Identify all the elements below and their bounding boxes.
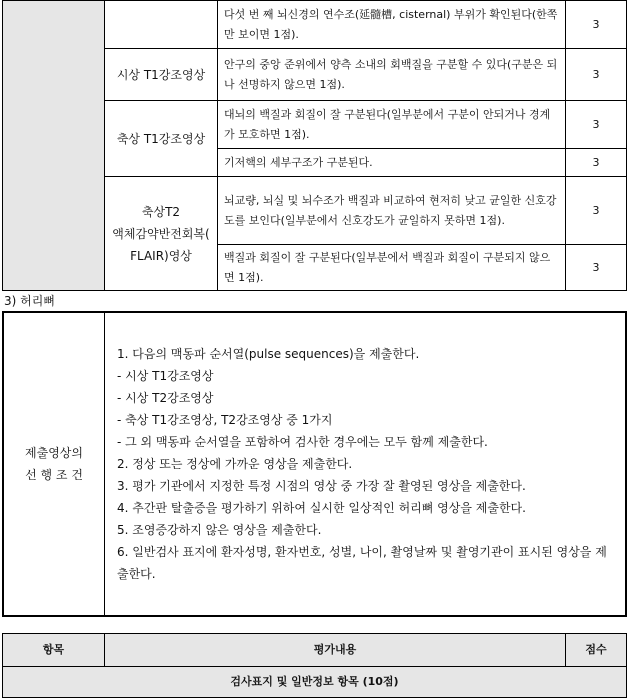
header-score: 점수 <box>566 634 627 667</box>
conditions-label <box>3 312 105 616</box>
criterion-cell: 뇌교량, 뇌실 및 뇌수조가 백질과 비교하여 현저히 낮고 균일한 신호강도를 보인다(일부분에서 신호강도가 균일하지 못하면 1점). <box>218 177 566 245</box>
score-cell: 3 <box>566 101 627 149</box>
condition-line: 6. 일반검사 표지에 환자성명, 환자번호, 성별, 나이, 촬영날짜 및 촬영기관이 표시된 영상을 제출한다. <box>117 545 607 581</box>
criterion-cell: 백질과 회질이 잘 구분된다(일부분에서 백질과 회질이 구분되지 않으면 1점). <box>218 245 566 291</box>
header-item: 항목 <box>3 634 105 667</box>
conditions-label-line1: 제출영상의 <box>25 446 83 460</box>
condition-line: - 시상 T2강조영상 <box>117 391 214 405</box>
criterion-cell: 기저핵의 세부구조가 구분된다. <box>218 149 566 177</box>
condition-line: - 시상 T1강조영상 <box>117 369 214 383</box>
category-cell: 축상T2 액체감약반전회복( FLAIR)영상 <box>105 177 218 291</box>
score-cell: 3 <box>566 1 627 49</box>
section-subheader: 검사표지 및 일반정보 항목 (10점) <box>3 667 627 698</box>
score-cell: 3 <box>566 177 627 245</box>
criterion-cell: 다섯 번 째 뇌신경의 연수조(延髓槽, cisternal) 부위가 확인된다(한쪽만 보이면 1점). <box>218 1 566 49</box>
submission-conditions-table <box>2 311 627 617</box>
section-heading: 3) 허리뼈 <box>4 294 55 308</box>
criterion-cell: 안구의 중앙 준위에서 양측 소내의 회백질을 구분할 수 있다(구분은 되나 선명하지 않으면 1점). <box>218 49 566 101</box>
category-cell: 시상 T1강조영상 <box>105 49 218 101</box>
score-cell: 3 <box>566 149 627 177</box>
conditions-label-line2: 선 행 조 건 <box>25 468 83 482</box>
header-content: 평가내용 <box>105 634 566 667</box>
evaluation-table <box>2 633 627 698</box>
condition-line: 3. 평가 기관에서 지정한 특정 시점의 영상 중 가장 잘 촬영된 영상을 제출한다. <box>117 479 526 493</box>
condition-line: - 그 외 맥동파 순서열을 포함하여 검사한 경우에는 모두 함께 제출한다. <box>117 435 488 449</box>
score-cell: 3 <box>566 245 627 291</box>
criterion-cell: 대뇌의 백질과 회질이 잘 구분된다(일부분에서 구분이 안되거나 경계가 모호하면 1점). <box>218 101 566 149</box>
category-cell: 축상 T1강조영상 <box>105 101 218 177</box>
score-cell: 3 <box>566 49 627 101</box>
conditions-body <box>105 312 627 616</box>
condition-line: 5. 조영증강하지 않은 영상을 제출한다. <box>117 523 322 537</box>
condition-line: - 축상 T1강조영상, T2강조영상 중 1가지 <box>117 413 333 427</box>
condition-line: 1. 다음의 맥동파 순서열(pulse sequences)을 제출한다. <box>117 347 420 361</box>
condition-line: 4. 추간판 탈출증을 평가하기 위하여 실시한 일상적인 허리뼈 영상을 제출한다. <box>117 501 526 515</box>
category-cell <box>105 1 218 49</box>
condition-line: 2. 정상 또는 정상에 가까운 영상을 제출한다. <box>117 457 353 471</box>
brain-criteria-table <box>2 0 627 291</box>
blank-category-column <box>3 1 105 291</box>
table-row <box>3 1 627 49</box>
